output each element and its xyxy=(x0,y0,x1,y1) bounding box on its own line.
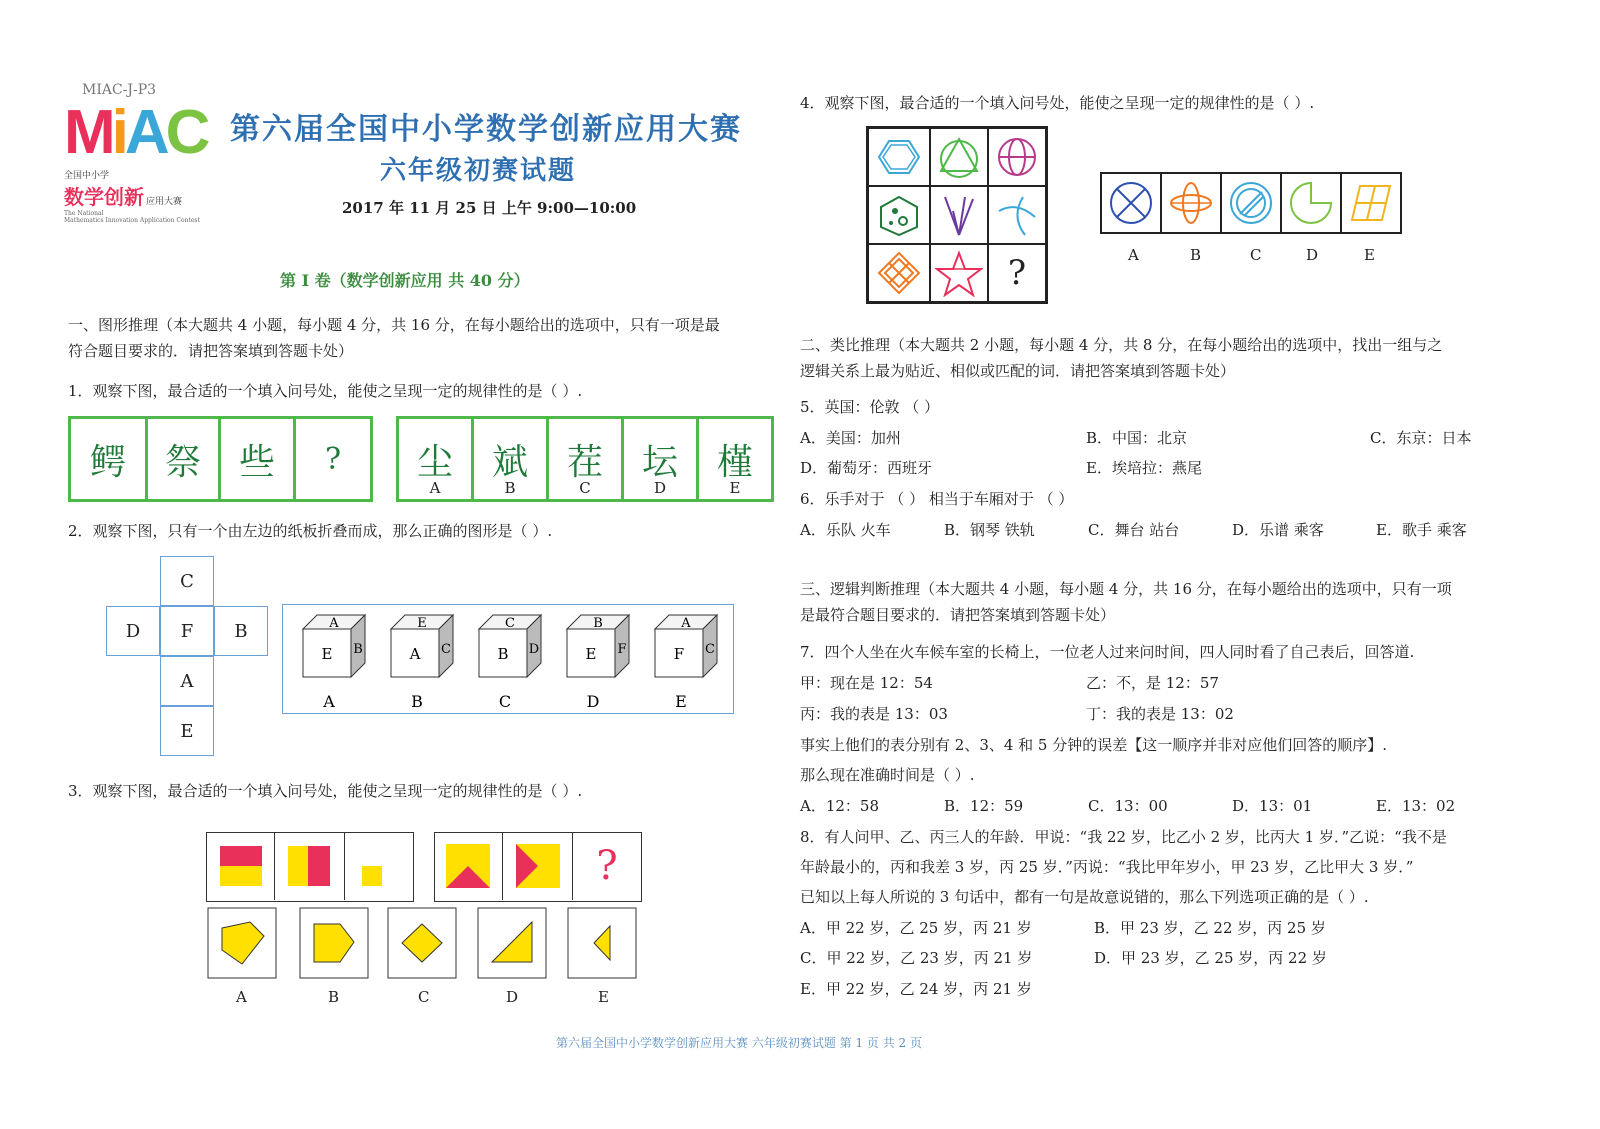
exam-date: 2017 年 11 月 25 日 上午 9:00—10:00 xyxy=(342,199,637,217)
q3-text: 3．观察下图，最合适的一个填入问号处，能使之呈现一定的规律性的是（ ）. xyxy=(68,782,583,800)
cube-front-letter: E xyxy=(585,645,597,663)
q1-option-c-label: C xyxy=(579,479,591,497)
cube-top-letter: C xyxy=(505,616,515,631)
q1-option-a-label: A xyxy=(429,479,441,497)
q7-option-e[interactable]: E．13：02 xyxy=(1376,797,1456,815)
section2-title xyxy=(800,332,1442,384)
q1-option-e-label: E xyxy=(729,479,741,497)
q3-figure xyxy=(206,832,646,1012)
q6-option-e[interactable]: E．歌手 乘客 xyxy=(1376,521,1467,539)
cube-side-letter: C xyxy=(705,642,715,657)
q1-sequence xyxy=(68,416,373,502)
q8-option-e[interactable]: E．甲 22 岁，乙 24 岁，丙 21 岁 xyxy=(800,980,1032,998)
q7-option-c[interactable]: C．13：00 xyxy=(1088,797,1168,815)
cube-option-label: E xyxy=(675,692,687,711)
q7-statement-c: 丙：我的表是 13：03 xyxy=(800,705,948,723)
q4-grid xyxy=(866,126,1048,304)
q8-line2: 年龄最小的，丙和我差 3 岁，丙 25 岁．”丙说：“我比甲年岁小，甲 23 岁，乙比甲大 3 岁．” xyxy=(800,858,1414,876)
q2-net xyxy=(106,556,276,762)
section3-title-line2: 是最符合题目要求的．请把答案填到答题卡处） xyxy=(800,606,1116,624)
cube-top-letter: A xyxy=(329,616,339,631)
q8-line3: 已知以上每人所说的 3 句话中，都有一句是故意说错的，那么下列选项正确的是（ ）. xyxy=(800,888,1369,906)
q2-cube-option[interactable] xyxy=(567,615,629,711)
cube-option-label: A xyxy=(323,692,335,711)
q1-option-d[interactable] xyxy=(624,419,699,499)
q5-option-c[interactable]: C．东京：日本 xyxy=(1370,429,1472,447)
logo-en2: Mathematics Innovation Application Contest xyxy=(64,217,200,224)
section1-title-line1: 一、图形推理（本大题共 4 小题，每小题 4 分，共 16 分，在每小题给出的选项中，只有一项是最 xyxy=(68,316,720,334)
q1-text: 1．观察下图，最合适的一个填入问号处，能使之呈现一定的规律性的是（ ）. xyxy=(68,382,583,400)
q5-text: 5．英国：伦敦 （ ） xyxy=(800,398,940,416)
q1-seq-2: 祭 xyxy=(148,419,221,499)
q2-text: 2．观察下图，只有一个由左边的纸板折叠而成，那么正确的图形是（ ）. xyxy=(68,522,553,540)
net-cell-b: B xyxy=(214,606,268,656)
q2-cube-option[interactable] xyxy=(391,615,453,711)
q6-option-c[interactable]: C．舞台 站台 xyxy=(1088,521,1180,539)
q1-option-b-char: 斌 xyxy=(491,441,528,483)
q8-line1: 8．有人问甲、乙、丙三人的年龄．甲说：“我 22 岁，比乙小 2 岁，比丙大 1 岁．”乙说：“我不是 xyxy=(800,828,1447,846)
cube-top-letter: A xyxy=(681,616,691,631)
q5-option-e[interactable]: E．埃培拉：燕尾 xyxy=(1086,459,1202,477)
q1-option-a-char: 尘 xyxy=(416,441,453,483)
q6-option-b[interactable]: B．钢琴 铁轨 xyxy=(944,521,1035,539)
q1-seq-question: ? xyxy=(324,441,342,477)
q1-seq-1: 鳄 xyxy=(71,419,148,499)
section3-title-line1: 三、逻辑判断推理（本大题共 4 小题，每小题 4 分，共 16 分，在每小题给出的选项中，只有一项 xyxy=(800,580,1452,598)
miac-logo: MiAC 全国中小学 数学创新 应用大赛 The National Mathematics Innovation Application Contest xyxy=(64,98,207,224)
net-cell-a: A xyxy=(160,656,214,706)
logo-cn-suffix: 应用大赛 xyxy=(146,197,183,207)
q4-option-a[interactable] xyxy=(1102,174,1162,232)
cube-side-letter: B xyxy=(353,642,363,657)
section3-title xyxy=(800,576,1452,628)
q4-grid-triangle-circle xyxy=(930,128,988,186)
q4-label-d: D xyxy=(1306,246,1319,264)
q2-cubes-box xyxy=(282,604,734,714)
section2-title-line1: 二、类比推理（本大题共 2 小题，每小题 4 分，共 8 分，在每小题给出的选项中，找出一组与之 xyxy=(800,336,1443,354)
q4-text: 4．观察下图，最合适的一个填入问号处，能使之呈现一定的规律性的是（ ）. xyxy=(800,94,1315,112)
q4-grid-hexagon xyxy=(868,128,930,186)
q7-option-a[interactable]: A．12：58 xyxy=(800,797,880,815)
q3-label-c: C xyxy=(418,988,430,1006)
volume-title: 第 I 卷（数学创新应用 共 40 分） xyxy=(280,271,530,290)
logo-en1: The National xyxy=(64,210,104,217)
q8-option-c[interactable]: C．甲 22 岁，乙 23 岁，丙 21 岁 xyxy=(800,949,1033,967)
logo-letters xyxy=(64,100,65,101)
q7-statement-b: 乙：不，是 12：57 xyxy=(1086,674,1219,692)
q4-options xyxy=(1100,172,1402,234)
cube-side-letter: F xyxy=(617,642,627,657)
cube-top-letter: E xyxy=(417,616,427,631)
cube-side-letter: C xyxy=(441,642,451,657)
section1-title-line2: 符合题目要求的．请把答案填到答题卡处） xyxy=(68,342,354,360)
q7-statement-a: 甲：现在是 12：54 xyxy=(800,674,933,692)
q5-option-a[interactable]: A．美国：加州 xyxy=(800,429,901,447)
q3-group1-shapes xyxy=(206,832,412,900)
q8-option-a[interactable]: A．甲 22 岁，乙 25 岁，丙 21 岁 xyxy=(800,919,1032,937)
q7-fact: 事实上他们的表分别有 2、3、4 和 5 分钟的误差【这一顺序并非对应他们回答的顺序】. xyxy=(800,736,1388,754)
net-cell-c: C xyxy=(160,556,214,606)
q4-label-a: A xyxy=(1128,246,1139,264)
q4-grid-star xyxy=(930,244,988,302)
q2-cube-option[interactable] xyxy=(303,615,365,711)
q3-options-svg xyxy=(206,906,646,980)
q5-option-b[interactable]: B．中国：北京 xyxy=(1086,429,1188,447)
q7-ask: 那么现在准确时间是（ ）. xyxy=(800,766,975,784)
q1-seq-3: 些 xyxy=(221,419,296,499)
q4-label-c: C xyxy=(1250,246,1262,264)
q1-option-c[interactable] xyxy=(549,419,624,499)
q2-cube-option[interactable] xyxy=(655,615,717,711)
cube-front-letter: A xyxy=(409,645,421,663)
cube-front-letter: B xyxy=(497,645,509,663)
q4-label-e: E xyxy=(1364,246,1375,264)
q3-label-b: B xyxy=(328,988,340,1006)
q3-question-mark: ? xyxy=(596,843,618,889)
cube-front-letter: F xyxy=(673,645,685,663)
q1-option-e-char: 槿 xyxy=(716,441,753,483)
q1-option-c-char: 茬 xyxy=(566,441,603,483)
cube-front-letter: E xyxy=(321,645,333,663)
q5-option-d[interactable]: D．葡萄牙：西班牙 xyxy=(800,459,933,477)
q2-cubes-svg xyxy=(283,605,733,713)
cube-option-label: D xyxy=(586,692,600,711)
logo-cn-big: 数学创新 xyxy=(64,187,144,209)
exam-title: 第六届全国中小学数学创新应用大赛 xyxy=(230,112,742,147)
q1-option-a[interactable] xyxy=(399,419,474,499)
q1-option-d-char: 坛 xyxy=(641,441,678,483)
page-footer: 第六届全国中小学数学创新应用大赛 六年级初赛试题 第 1 页 共 2 页 xyxy=(556,1036,922,1050)
q3-label-d: D xyxy=(506,988,519,1006)
q4-option-d[interactable] xyxy=(1282,174,1342,232)
q4-grid-diamond xyxy=(868,244,930,302)
section1-title xyxy=(68,312,720,364)
q6-option-a[interactable]: A．乐队 火车 xyxy=(800,521,891,539)
q4-option-b[interactable] xyxy=(1162,174,1222,232)
q1-option-d-label: D xyxy=(653,479,667,497)
cube-top-letter: B xyxy=(593,616,603,631)
q1-options xyxy=(396,416,774,502)
paper-code: MIAC-J-P3 xyxy=(82,82,157,98)
q4-label-b: B xyxy=(1190,246,1202,264)
section2-title-line2: 逻辑关系上最为贴近、相似或匹配的词．请把答案填到答题卡处） xyxy=(800,362,1236,380)
q1-option-e[interactable] xyxy=(699,419,771,499)
q4-option-e[interactable] xyxy=(1342,174,1400,232)
net-cell-e: E xyxy=(160,706,214,756)
q7-text: 7．四个人坐在火车候车室的长椅上，一位老人过来问时间，四人同时看了自己表后，回答道. xyxy=(800,643,1415,661)
q4-grid-circles xyxy=(988,128,1046,186)
q8-option-b[interactable]: B．甲 23 岁，乙 22 岁，丙 25 岁 xyxy=(1094,919,1326,937)
cube-side-letter: D xyxy=(528,642,540,657)
q7-option-d[interactable]: D．13：01 xyxy=(1232,797,1313,815)
q6-option-d[interactable]: D．乐谱 乘客 xyxy=(1232,521,1324,539)
q4-grid-dice xyxy=(868,186,930,244)
q8-option-d[interactable]: D．甲 23 岁，乙 25 岁，丙 22 岁 xyxy=(1094,949,1327,967)
q1-option-b-label: B xyxy=(504,479,516,497)
q4-option-c[interactable] xyxy=(1222,174,1282,232)
q3-label-a: A xyxy=(236,988,247,1006)
logo-cn-small: 全国中小学 xyxy=(64,171,110,181)
cube-option-label: C xyxy=(498,692,512,711)
q4-grid-lines xyxy=(930,186,988,244)
q3-label-e: E xyxy=(598,988,609,1006)
q4-question-mark: ? xyxy=(988,244,1046,302)
q2-cube-option[interactable] xyxy=(479,615,541,711)
exam-subtitle: 六年级初赛试题 xyxy=(380,156,577,186)
q7-statement-d: 丁：我的表是 13：02 xyxy=(1086,705,1234,723)
net-cell-f: F xyxy=(160,606,214,656)
q1-option-b[interactable] xyxy=(474,419,549,499)
q6-text: 6．乐手对于 （ ） 相当于车厢对于 （ ） xyxy=(800,490,1074,508)
q4-grid-curves xyxy=(988,186,1046,244)
q7-option-b[interactable]: B．12：59 xyxy=(944,797,1024,815)
cube-option-label: B xyxy=(411,692,423,711)
net-cell-d: D xyxy=(106,606,160,656)
